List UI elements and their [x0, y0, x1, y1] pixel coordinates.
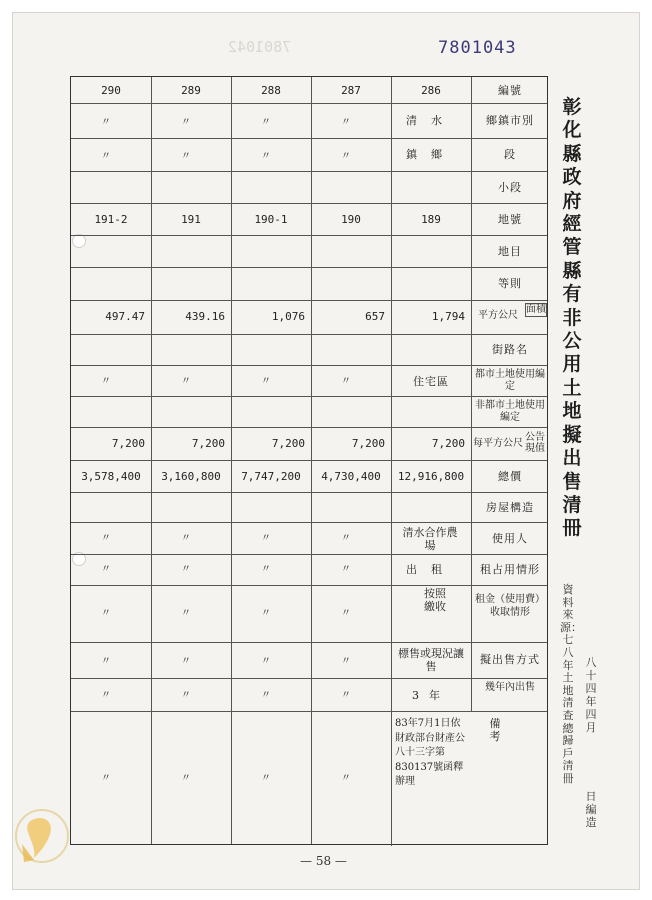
area-289: 439.16 — [185, 310, 225, 323]
ditto-mark: 〃 — [101, 608, 111, 619]
sale-method-286: 標售或現況讓售 — [398, 647, 464, 673]
lot-288: 190-1 — [254, 213, 288, 226]
page-number: — 58 — — [300, 854, 347, 868]
price-287: 7,200 — [351, 437, 385, 450]
label-section: 段 — [504, 148, 516, 161]
area-290: 497.47 — [105, 310, 145, 323]
ditto-mark: 〃 — [101, 151, 111, 162]
archive-seal-icon — [14, 800, 70, 870]
label-township: 鄉鎮市別 — [486, 114, 534, 127]
ditto-mark: 〃 — [181, 773, 191, 784]
total-286: 12,916,800 — [397, 470, 465, 483]
ditto-mark: 〃 — [181, 376, 191, 387]
ditto-mark: 〃 — [181, 117, 191, 128]
label-grade: 等則 — [498, 277, 522, 290]
ditto-mark: 〃 — [181, 690, 191, 701]
total-287: 4,730,400 — [321, 470, 381, 483]
lot-287: 190 — [341, 213, 361, 226]
label-nonurban-zoning: 非都市土地使用編定 — [475, 400, 545, 423]
lease-286: 出租 — [406, 563, 456, 576]
area-286: 1,794 — [431, 310, 465, 323]
price-286: 7,200 — [431, 437, 465, 450]
total-289: 3,160,800 — [161, 470, 221, 483]
label-total-value: 總價 — [498, 470, 522, 483]
ditto-mark: 〃 — [181, 656, 191, 667]
ditto-mark: 〃 — [261, 564, 271, 575]
ditto-mark: 〃 — [101, 773, 111, 784]
area-287: 657 — [365, 310, 385, 323]
ditto-mark: 〃 — [341, 690, 351, 701]
compiled-by: 日編造 — [585, 790, 597, 829]
ditto-mark: 〃 — [261, 533, 271, 544]
remarks-286: 83年7月1日依財政部台財產公八十三字第830137號函釋辦理 — [395, 718, 465, 787]
label-user: 使用人 — [492, 532, 528, 545]
township-286: 清水 — [406, 114, 456, 127]
ditto-mark: 〃 — [101, 656, 111, 667]
lot-286: 189 — [421, 213, 441, 226]
rent-286: 按照繳收 — [424, 587, 446, 613]
land-register-table — [70, 76, 548, 845]
ditto-mark: 〃 — [181, 151, 191, 162]
ditto-mark: 〃 — [341, 656, 351, 667]
label-street: 街路名 — [492, 343, 528, 356]
label-area-sqm: 平方公尺 — [478, 310, 518, 321]
ditto-mark: 〃 — [181, 608, 191, 619]
ditto-mark: 〃 — [261, 376, 271, 387]
label-land-category: 地目 — [498, 245, 522, 258]
section-286: 鎮鄉 — [406, 148, 456, 161]
label-urban-zoning: 都市土地使用編定 — [475, 369, 545, 392]
label-years-to-sell: 幾年內出售 — [485, 682, 535, 693]
ditto-mark: 〃 — [261, 151, 271, 162]
label-announced-value: 公告現值 — [525, 432, 545, 454]
total-290: 3,578,400 — [81, 470, 141, 483]
ditto-mark: 〃 — [261, 656, 271, 667]
lot-290: 191-2 — [94, 213, 128, 226]
ditto-mark: 〃 — [341, 117, 351, 128]
label-area: 面積 — [526, 304, 546, 315]
serial-290: 290 — [101, 84, 121, 97]
label-lease-status: 租占用情形 — [480, 563, 540, 576]
label-serial: 編號 — [498, 84, 522, 97]
ditto-mark: 〃 — [341, 533, 351, 544]
serial-286: 286 — [421, 84, 441, 97]
ditto-mark: 〃 — [101, 564, 111, 575]
label-price-per-sqm: 每平方公尺 — [473, 438, 523, 449]
serial-289: 289 — [181, 84, 201, 97]
ditto-mark: 〃 — [341, 376, 351, 387]
ditto-mark: 〃 — [341, 608, 351, 619]
price-289: 7,200 — [191, 437, 225, 450]
ditto-mark: 〃 — [181, 533, 191, 544]
label-subsection: 小段 — [498, 181, 522, 194]
ditto-mark: 〃 — [261, 690, 271, 701]
serial-287: 287 — [341, 84, 361, 97]
years-286: 3年 — [412, 689, 450, 702]
ditto-mark: 〃 — [181, 564, 191, 575]
price-290: 7,200 — [111, 437, 145, 450]
label-lot: 地號 — [498, 213, 522, 226]
bleed-through-number: 7801042 — [228, 38, 292, 56]
ditto-mark: 〃 — [261, 608, 271, 619]
ditto-mark: 〃 — [101, 117, 111, 128]
ditto-mark: 〃 — [261, 773, 271, 784]
zoning-286: 住宅區 — [413, 375, 449, 388]
source-note: 資料來源：七八年土地清查總歸戶清冊 — [560, 583, 582, 785]
document-number: 7801043 — [438, 38, 517, 58]
price-288: 7,200 — [271, 437, 305, 450]
ditto-mark: 〃 — [101, 690, 111, 701]
label-remarks: 備考 — [489, 717, 531, 743]
label-building: 房屋構造 — [486, 501, 534, 514]
ditto-mark: 〃 — [341, 773, 351, 784]
ditto-mark: 〃 — [341, 564, 351, 575]
lot-289: 191 — [181, 213, 201, 226]
serial-288: 288 — [261, 84, 281, 97]
total-288: 7,747,200 — [241, 470, 301, 483]
ditto-mark: 〃 — [341, 151, 351, 162]
user-286: 清水合作農場 — [402, 526, 458, 552]
label-rent-collection: 租金（使用費）收取情形 — [475, 594, 545, 618]
ditto-mark: 〃 — [261, 117, 271, 128]
area-288: 1,076 — [271, 310, 305, 323]
ditto-mark: 〃 — [101, 376, 111, 387]
compiled-date: 八十四年四月 — [585, 656, 597, 734]
ditto-mark: 〃 — [101, 533, 111, 544]
document-title: 彰化縣政府經管縣有非公用土地擬出售清冊 — [562, 96, 582, 540]
label-sale-method: 擬出售方式 — [480, 653, 540, 666]
